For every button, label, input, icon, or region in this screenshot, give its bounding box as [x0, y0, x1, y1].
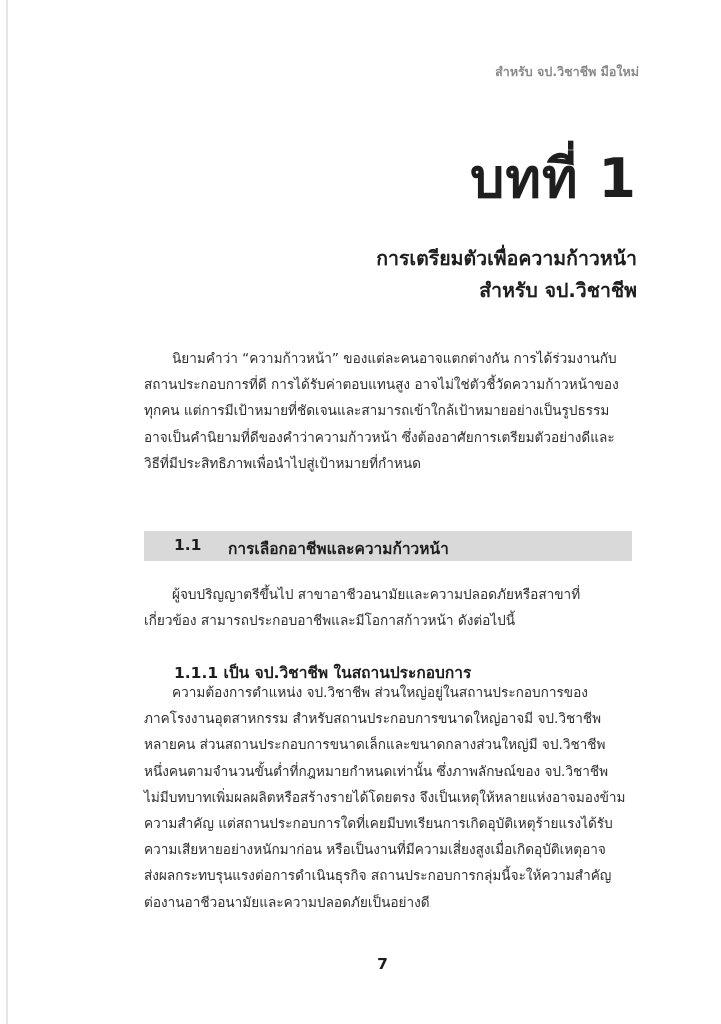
subsection-paragraph [144, 680, 640, 916]
page-edge-line [6, 0, 8, 1024]
subsection-line: ไม่มีบทบาทเพิ่มผลผลิตหรือสร้างรายได้โดยตรง จึงเป็นเหตุให้หลายแห่งอาจมองข้าม [144, 789, 626, 806]
subsection-line: ความต้องการตำแหน่ง จป.วิชาชีพ ส่วนใหญ่อยู่ในสถานประกอบการของ [172, 685, 588, 701]
subsection-heading: 1.1.1 เป็น จป.วิชาชีพ ในสถานประกอบการ [174, 664, 472, 682]
page-number: 7 [377, 955, 388, 973]
chapter-number: บทที่ 1 [470, 147, 637, 210]
section-line: ผู้จบปริญญาตรีขึ้นไป สาขาอาชีวอนามัยและความปลอดภัยหรือสาขาที่ [172, 587, 581, 603]
intro-paragraph [144, 346, 640, 477]
section-paragraph [144, 582, 640, 634]
intro-line: อาจเป็นคำนิยามที่ดีของคำว่าความก้าวหน้า ซึ่งต้องอาศัยการเตรียมตัวอย่างดีและ [144, 429, 615, 446]
section-title: การเลือกอาชีพและความก้าวหน้า [228, 540, 449, 558]
chapter-title [376, 243, 637, 307]
chapter-title-line-2: สำหรับ จป.วิชาชีพ [479, 279, 637, 302]
chapter-title-line-1: การเตรียมตัวเพื่อความก้าวหน้า [376, 247, 637, 270]
intro-line: สถานประกอบการที่ดี การได้รับค่าตอบแทนสูง อาจไม่ใช่ตัวชี้วัดความก้าวหน้าของ [144, 377, 619, 394]
section-number: 1.1 [174, 536, 202, 554]
subsection-line: ความเสียหายอย่างหนักมาก่อน หรือเป็นงานที่มีความเสี่ยงสูงเมื่อเกิดอุบัติเหตุอาจ [144, 842, 606, 859]
intro-line: วิธีที่มีประสิทธิภาพเพื่อนำไปสู่เป้าหมายที่กำหนด [144, 455, 421, 472]
subsection-line: ส่งผลกระทบรุนแรงต่อการดำเนินธุรกิจ สถานประกอบการกลุ่มนี้จะให้ความสำคัญ [144, 868, 612, 885]
subsection-line: ความสำคัญ แต่สถานประกอบการใดที่เคยมีบทเรียนการเกิดอุบัติเหตุร้ายแรงได้รับ [144, 815, 613, 832]
subsection-line: หนึ่งคนตามจำนวนขั้นต่ำที่กฎหมายกำหนดเท่านั้น ซึ่งภาพลักษณ์ของ จป.วิชาชีพ [144, 763, 609, 780]
subsection-line: หลายคน ส่วนสถานประกอบการขนาดเล็กและขนาดกลางส่วนใหญ่มี จป.วิชาชีพ [144, 737, 606, 754]
running-header: สำหรับ จป.วิชาชีพ มือใหม่ [495, 64, 639, 79]
section-heading-bar [144, 531, 632, 561]
subsection-line: ภาคโรงงานอุตสาหกรรม สำหรับสถานประกอบการขนาดใหญ่อาจมี จป.วิชาชีพ [144, 711, 602, 728]
subsection-line: ต่องานอาชีวอนามัยและความปลอดภัยเป็นอย่างดี [144, 894, 430, 911]
intro-line: ทุกคน แต่การมีเป้าหมายที่ชัดเจนและสามารถเข้าใกล้เป้าหมายอย่างเป็นรูปธรรม [144, 403, 610, 420]
intro-line: นิยามคำว่า “ความก้าวหน้า” ของแต่ละคนอาจแตกต่างกัน การได้ร่วมงานกับ [172, 351, 617, 367]
section-line: เกี่ยวข้อง สามารถประกอบอาชีพและมีโอกาสก้าวหน้า ดังต่อไปนี้ [144, 613, 516, 630]
